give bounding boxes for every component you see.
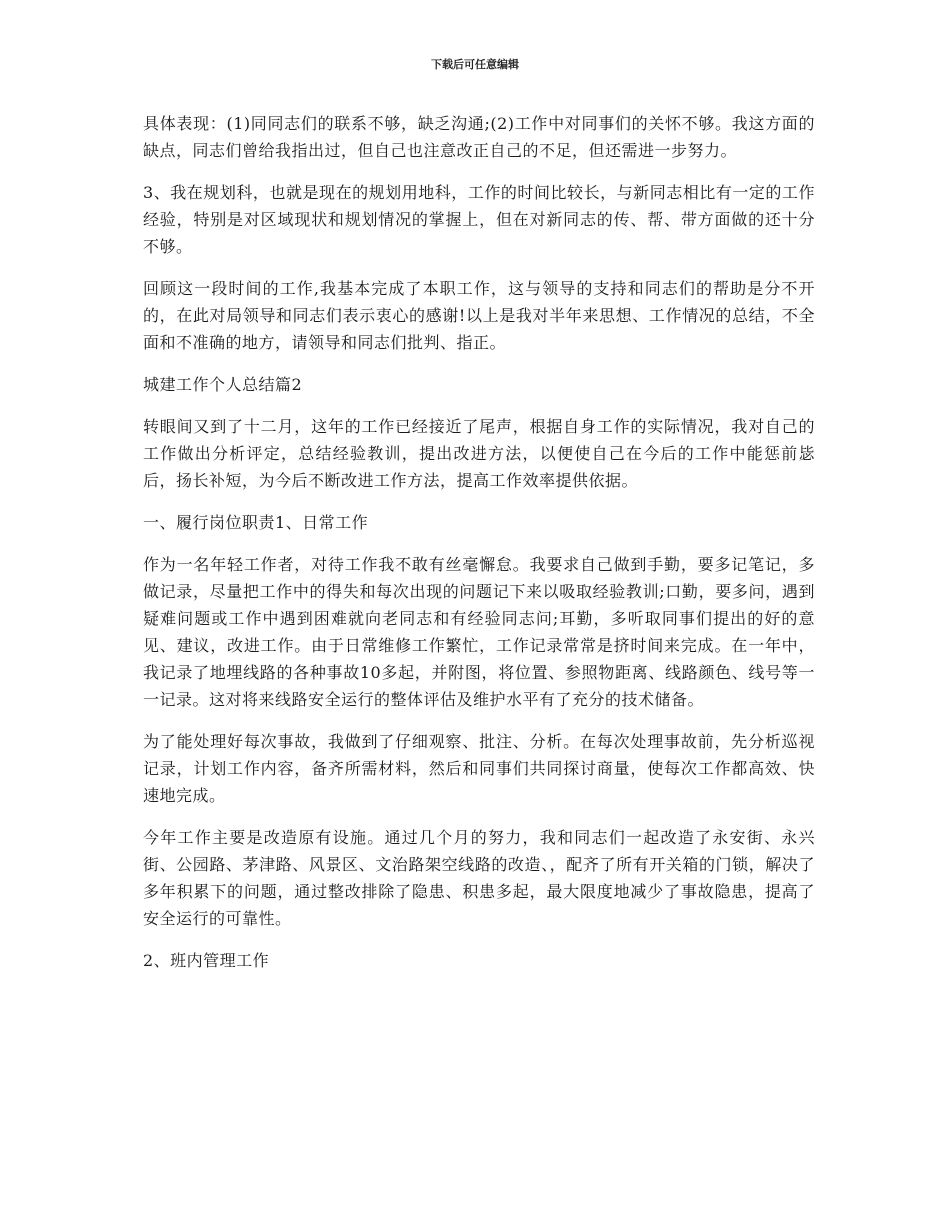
paragraph-daily-work: 作为一名年轻工作者，对待工作我不敢有丝毫懈怠。我要求自己做到手勤，要多记笔记，多做记录，尽量把工作中的得失和每次出现的问题记下来以吸取经验教训;口勤，要多问，遇到疑难问题或工作中遇到困难就向老同志和有经验同志问;耳勤，多听取同事们提出的好的意见、建议，改进工作。由于日常维修工作繁忙，工作记录常常是挤时间来完成。在一年中，我记录了地埋线路的各种事故10多起，并附图，将位置、参照物距离、线路颜色、线号等一一记录。这对将来线路安全运行的整体评估及维护水平有了充分的技术储备。 xyxy=(143,555,815,709)
page-header: 下载后可任意编辑 xyxy=(431,58,519,71)
paragraph-planning-section: 3、我在规划科，也就是现在的规划用地科，工作的时间比较长，与新同志相比有一定的工作经验，特别是对区域现状和规划情况的掌握上，但在对新同志的传、帮、带方面做的还十分不够。 xyxy=(143,183,815,256)
subsection-heading-2: 2、班内管理工作 xyxy=(143,951,270,970)
paragraph-renovation: 今年工作主要是改造原有设施。通过几个月的努力，我和同志们一起改造了永安街、永兴街、公园路、茅津路、风景区、文治路架空线路的改造、，配齐了所有开关箱的门锁，解决了多年积累下的问题，通过整改排除了隐患、积患多起，最大限度地减少了事故隐患，提高了安全运行的可靠性。 xyxy=(143,828,815,928)
paragraph-review: 回顾这一段时间的工作,我基本完成了本职工作，这与领导的支持和同志们的帮助是分不开的，在此对局领导和同志们表示衷心的感谢!以上是我对半年来思想、工作情况的总结，不全面和不准确的地方，请领导和同志们批判、指正。 xyxy=(143,279,815,352)
paragraph-intro: 转眼间又到了十二月，这年的工作已经接近了尾声，根据自身工作的实际情况，我对自己的工作做出分析评定，总结经验教训，提出改进方法，以便使自己在今后的工作中能惩前毖后，扬长补短，为今后不断改进工作方法，提高工作效率提供依据。 xyxy=(143,417,815,490)
paragraph-shortcomings: 具体表现：(1)同同志们的联系不够，缺乏沟通;(2)工作中对同事们的关怀不够。我这方面的缺点，同志们曾给我指出过，但自己也注意改正自己的不足，但还需进一步努力。 xyxy=(143,114,815,160)
paragraph-accident-handling: 为了能处理好每次事故，我做到了仔细观察、批注、分析。在每次处理事故前，先分析巡视记录，计划工作内容，备齐所需材料，然后和同事们共同探讨商量，使每次工作都高效、快速地完成。 xyxy=(143,732,815,805)
document-body xyxy=(143,110,815,989)
subsection-heading: 一、履行岗位职责1、日常工作 xyxy=(143,513,369,532)
section-title: 城建工作个人总结篇2 xyxy=(143,375,303,394)
